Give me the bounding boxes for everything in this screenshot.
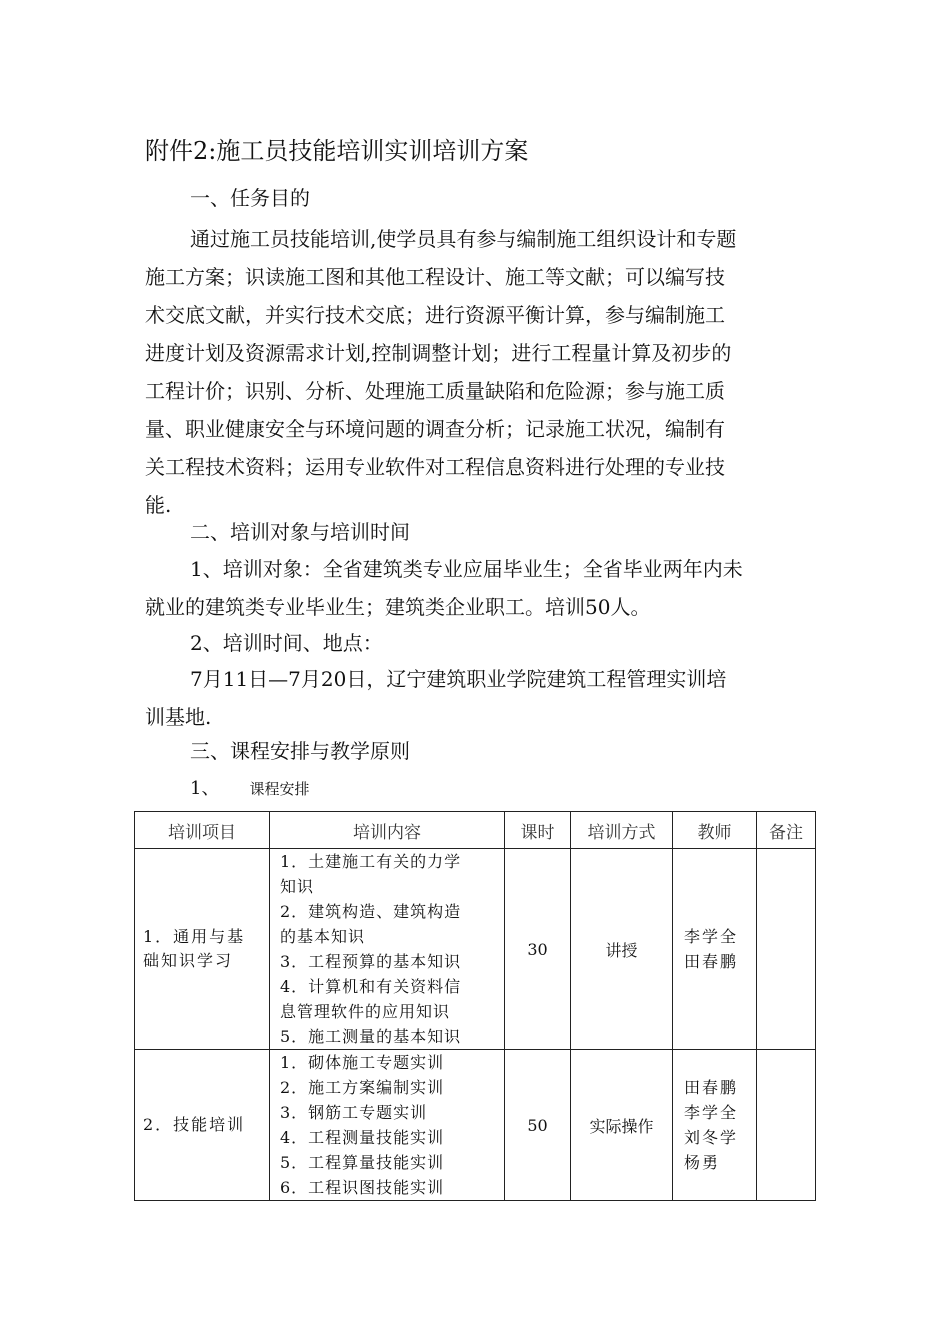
header-training-item: 培训项目	[135, 812, 270, 849]
section2-heading: 二、培训对象与培训时间	[190, 520, 410, 544]
cell-method: 讲授	[571, 849, 673, 1050]
cell-line: 础知识学习	[143, 951, 234, 970]
course-schedule-number: 1、	[190, 778, 220, 799]
cell-training-item	[135, 849, 270, 1050]
cell-training-content	[270, 1050, 505, 1201]
cell-line: 6．工程识图技能实训	[280, 1178, 445, 1197]
cell-line: 2．施工方案编制实训	[280, 1078, 445, 1097]
header-training-content: 培训内容	[270, 812, 505, 849]
cell-line: 3．工程预算的基本知识	[280, 952, 462, 971]
cell-line: 5．工程算量技能实训	[280, 1153, 445, 1172]
header-teacher: 教师	[673, 812, 757, 849]
cell-line: 息管理软件的应用知识	[280, 1002, 451, 1021]
paragraph-line: 能.	[145, 493, 172, 517]
paragraph-line: 训基地.	[145, 705, 212, 729]
course-schedule-text: 课程安排	[249, 780, 310, 798]
cell-line: 1．通用与基	[143, 927, 246, 946]
section1-heading: 一、任务目的	[190, 186, 310, 210]
paragraph-line: 关工程技术资料；运用专业软件对工程信息资料进行处理的专业技	[145, 455, 725, 479]
paragraph-line: 7月11日—7月20日，辽宁建筑职业学院建筑工程管理实训培	[190, 667, 727, 691]
cell-training-content	[270, 849, 505, 1050]
paragraph-line: 工程计价；识别、分析、处理施工质量缺陷和危险源；参与施工质	[145, 379, 725, 403]
cell-hours: 50	[505, 1050, 571, 1201]
cell-line: 4．计算机和有关资料信	[280, 977, 462, 996]
paragraph-line: 施工方案；识读施工图和其他工程设计、施工等文献；可以编写技	[145, 265, 725, 289]
cell-notes	[757, 1050, 816, 1201]
cell-notes	[757, 849, 816, 1050]
cell-line: 1．土建施工有关的力学	[280, 852, 462, 871]
cell-line: 3．钢筋工专题实训	[280, 1103, 428, 1122]
cell-line: 5．施工测量的基本知识	[280, 1027, 462, 1046]
cell-line: 2．技能培训	[143, 1115, 246, 1134]
cell-line: 李学全	[684, 1103, 739, 1122]
cell-teacher	[673, 1050, 757, 1201]
cell-line: 知识	[280, 877, 315, 896]
course-table	[134, 811, 816, 1201]
paragraph-line: 通过施工员技能培训,使学员具有参与编制施工组织设计和专题	[190, 227, 737, 251]
cell-line: 2．建筑构造、建筑构造	[280, 902, 462, 921]
paragraph-line: 1、培训对象：全省建筑类专业应届毕业生；全省毕业两年内未	[190, 557, 743, 581]
section2-item1-paragraph	[145, 550, 810, 626]
section2-item2-heading: 2、培训时间、地点：	[190, 631, 383, 655]
cell-line: 1．砌体施工专题实训	[280, 1053, 445, 1072]
cell-method: 实际操作	[571, 1050, 673, 1201]
paragraph-line: 就业的建筑类专业毕业生；建筑类企业职工。培训50人。	[145, 595, 651, 619]
cell-training-item	[135, 1050, 270, 1201]
section3-heading: 三、课程安排与教学原则	[190, 739, 410, 763]
cell-teacher	[673, 849, 757, 1050]
header-notes: 备注	[757, 812, 816, 849]
cell-line: 田春鹏	[684, 1078, 739, 1097]
section2-item2-paragraph	[145, 660, 810, 736]
cell-line: 杨勇	[684, 1153, 721, 1172]
table-row	[135, 1050, 816, 1201]
paragraph-line: 量、职业健康安全与环境问题的调查分析；记录施工状况，编制有	[145, 417, 725, 441]
page-title: 附件2:施工员技能培训实训培训方案	[145, 137, 529, 165]
cell-hours: 30	[505, 849, 571, 1050]
cell-line: 的基本知识	[280, 927, 366, 946]
paragraph-line: 进度计划及资源需求计划,控制调整计划；进行工程量计算及初步的	[145, 341, 732, 365]
cell-line: 4．工程测量技能实训	[280, 1128, 445, 1147]
course-schedule-label	[190, 777, 309, 801]
paragraph-line: 术交底文献，并实行技术交底；进行资源平衡计算，参与编制施工	[145, 303, 725, 327]
section1-paragraph	[145, 220, 810, 524]
cell-line: 田春鹏	[684, 952, 739, 971]
cell-line: 刘冬学	[684, 1128, 739, 1147]
table-row	[135, 849, 816, 1050]
header-method: 培训方式	[571, 812, 673, 849]
table-header-row	[135, 812, 816, 849]
header-hours: 课时	[505, 812, 571, 849]
cell-line: 李学全	[684, 927, 739, 946]
